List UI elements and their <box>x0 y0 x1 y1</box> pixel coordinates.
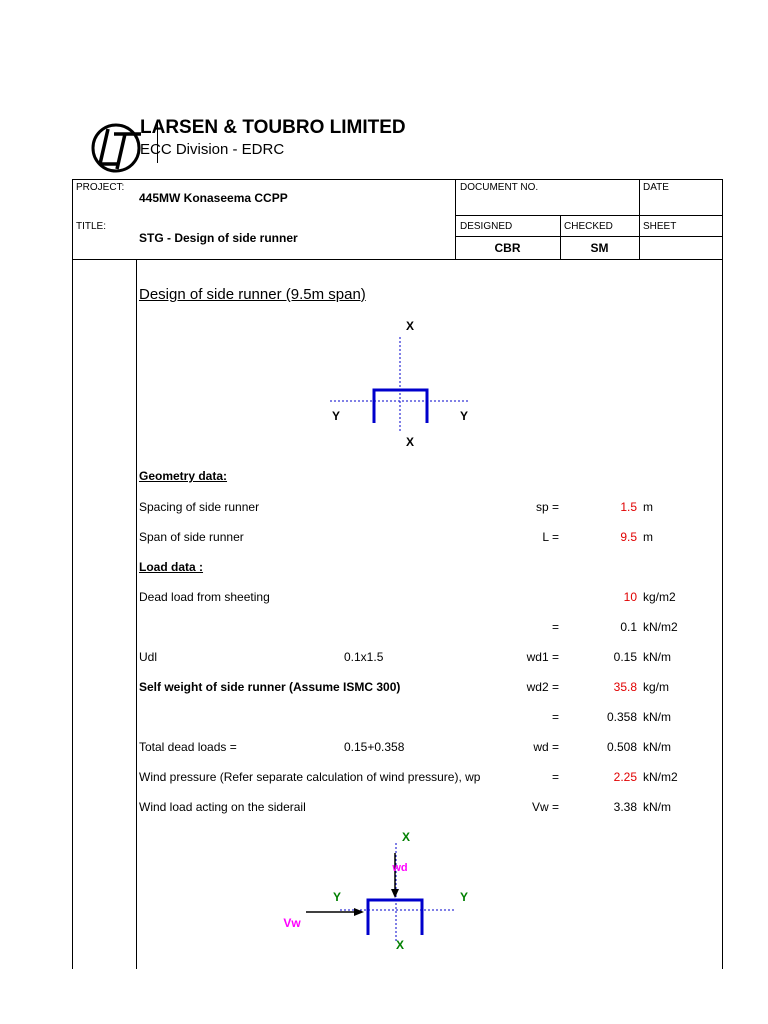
dead-load-value: 10 <box>623 590 637 604</box>
self-weight-label: Self weight of side runner (Assume ISMC 300) <box>139 680 401 694</box>
self-weight-value: 35.8 <box>613 680 637 694</box>
wd-load-label: wd <box>392 862 408 874</box>
title-label: TITLE: <box>76 221 107 232</box>
geometry-row-symbol: sp = <box>535 500 559 514</box>
project-label: PROJECT: <box>76 182 125 193</box>
dead-load-conv-unit: kN/m2 <box>643 620 678 634</box>
channel-section-diagram <box>300 315 500 455</box>
dead-load-unit: kg/m2 <box>643 590 676 604</box>
title-value: STG - Design of side runner <box>139 231 298 245</box>
section-title: Design of side runner (9.5m span) <box>139 286 366 303</box>
geometry-heading: Geometry data: <box>139 469 228 483</box>
udl-symbol: wd1 = <box>526 650 559 664</box>
geometry-row-label: Spacing of side runner <box>139 500 260 514</box>
project-value: 445MW Konaseema CCPP <box>139 191 288 205</box>
total-dead-symbol: wd = <box>533 740 559 754</box>
udl-label: Udl <box>139 650 158 664</box>
udl-unit: kN/m <box>643 650 671 664</box>
self-weight-symbol: wd2 = <box>526 680 559 694</box>
designed-value: CBR <box>494 241 521 255</box>
wind-load-label: Wind load acting on the siderail <box>139 800 306 814</box>
axis-y-right-label: Y <box>459 409 469 423</box>
wind-load-value: 3.38 <box>613 800 637 814</box>
division-name: ECC Division - EDRC <box>140 141 285 158</box>
sheet-label: SHEET <box>643 221 677 232</box>
axis-y-left-label: Y <box>332 890 342 904</box>
udl-calc: 0.1x1.5 <box>344 650 384 664</box>
geometry-row-value: 9.5 <box>620 530 637 544</box>
wind-load-symbol: Vw = <box>531 800 559 814</box>
checked-label: CHECKED <box>564 221 613 232</box>
total-dead-calc: 0.15+0.358 <box>344 740 405 754</box>
checked-value: SM <box>590 241 609 255</box>
lt-logo-icon <box>89 122 145 174</box>
load-diagram <box>270 825 490 960</box>
axis-x-top-label: X <box>405 319 415 333</box>
total-dead-value: 0.508 <box>606 740 637 754</box>
self-weight-conv-unit: kN/m <box>643 710 671 724</box>
axis-y-right-label: Y <box>459 890 469 904</box>
total-dead-label: Total dead loads = <box>139 740 237 754</box>
load-heading: Load data : <box>139 560 204 574</box>
axis-x-bottom-label: X <box>395 938 405 952</box>
document-no-label: DOCUMENT NO. <box>460 182 539 193</box>
dead-load-conv-value: 0.1 <box>620 620 637 634</box>
dead-load-conv-symbol: = <box>551 620 559 634</box>
self-weight-unit: kg/m <box>643 680 670 694</box>
designed-label: DESIGNED <box>460 221 513 232</box>
dead-load-label: Dead load from sheeting <box>139 590 270 604</box>
self-weight-conv-value: 0.358 <box>606 710 637 724</box>
wind-pressure-unit: kN/m2 <box>643 770 678 784</box>
date-label: DATE <box>643 182 669 193</box>
wind-pressure-label: Wind pressure (Refer separate calculation of wind pressure), wp <box>139 770 481 784</box>
udl-value: 0.15 <box>613 650 637 664</box>
geometry-row-symbol: L = <box>542 530 559 544</box>
vw-load-label: Vw <box>283 916 301 930</box>
company-name: LARSEN & TOUBRO LIMITED <box>140 117 406 138</box>
geometry-row-value: 1.5 <box>620 500 637 514</box>
total-dead-unit: kN/m <box>643 740 671 754</box>
geometry-row-unit: m <box>643 530 653 544</box>
axis-y-left-label: Y <box>331 409 341 423</box>
axis-x-bottom-label: X <box>405 435 415 449</box>
wind-pressure-symbol: = <box>551 770 559 784</box>
axis-x-top-label: X <box>401 830 411 844</box>
geometry-row-label: Span of side runner <box>139 530 244 544</box>
geometry-row-unit: m <box>643 500 653 514</box>
wind-pressure-value: 2.25 <box>613 770 637 784</box>
self-weight-conv-symbol: = <box>551 710 559 724</box>
wind-load-unit: kN/m <box>643 800 671 814</box>
